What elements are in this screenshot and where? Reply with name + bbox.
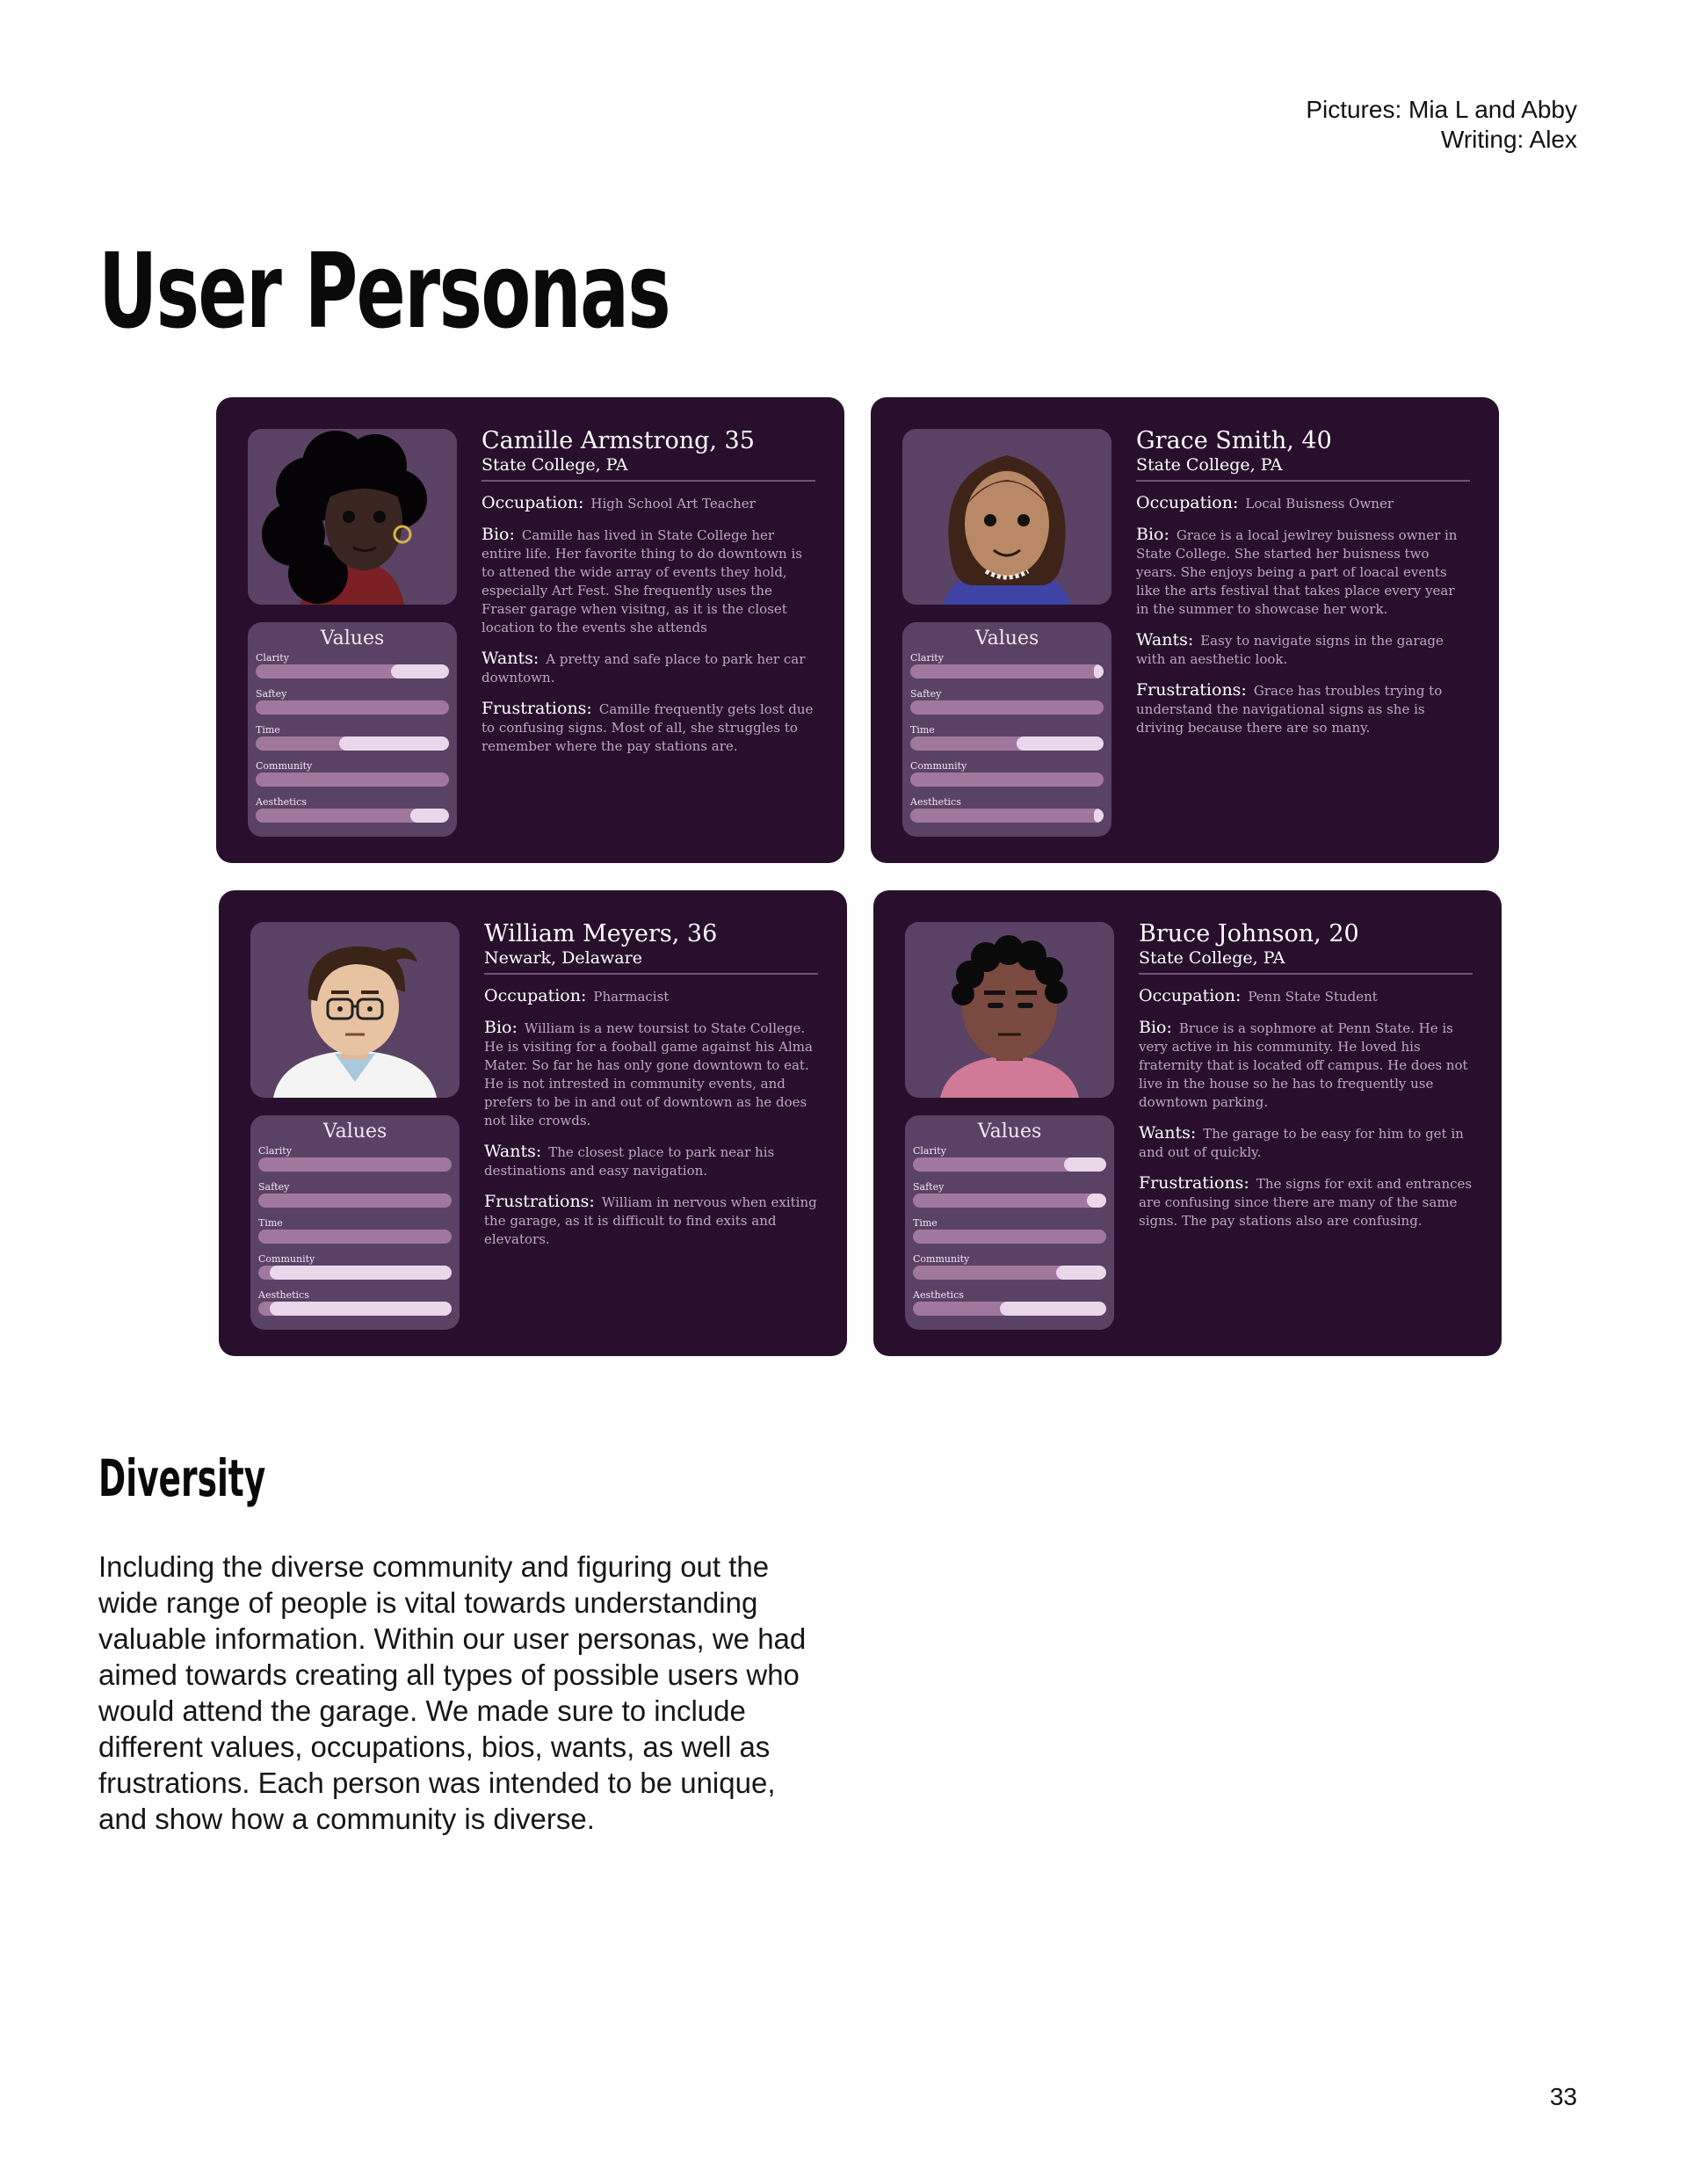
- pictures-credit: Pictures: Mia L and Abby: [1306, 96, 1577, 123]
- value-row: [913, 1289, 1106, 1316]
- value-bar: [258, 1230, 452, 1244]
- frustrations-label: Frustrations:: [481, 699, 592, 718]
- wants-text: A pretty and safe place to park her car downtown.: [481, 651, 806, 686]
- frustrations-field: [484, 1193, 818, 1249]
- value-bar-remaining: [270, 1302, 452, 1316]
- values-panel: [905, 1115, 1114, 1330]
- value-label: Clarity: [256, 652, 289, 664]
- persona-location: State College, PA: [1136, 455, 1470, 482]
- persona-location: State College, PA: [1139, 948, 1473, 975]
- wants-text: Easy to navigate signs in the garage with an aesthetic look.: [1136, 633, 1444, 667]
- value-row: [910, 724, 1104, 751]
- occupation-label: Occupation:: [484, 986, 587, 1005]
- credits: [1306, 95, 1577, 155]
- occupation-field: [1139, 987, 1473, 1006]
- value-bar: [910, 736, 1104, 751]
- bio-text: Camille has lived in State College her entire life. Her favorite thing to do downtown is to attened the wide array of events they hold, especially Art Fest. She frequently uses the Fraser garage when visitng, as it is the closet location to the events she attends: [481, 527, 802, 635]
- value-row: [256, 652, 449, 678]
- frustrations-field: [1139, 1174, 1473, 1230]
- value-row: [913, 1181, 1106, 1208]
- persona-card: [216, 397, 844, 863]
- occupation-field: [484, 987, 818, 1006]
- value-row: [913, 1145, 1106, 1172]
- frustrations-field: [481, 700, 815, 756]
- frustrations-label: Frustrations:: [1136, 680, 1247, 700]
- values-title: Values: [974, 628, 1039, 649]
- value-bar-remaining: [1017, 736, 1104, 751]
- bio-field: [1139, 1019, 1473, 1112]
- value-bar: [910, 700, 1104, 715]
- occupation-label: Occupation:: [1139, 986, 1242, 1005]
- values-title: Values: [977, 1121, 1042, 1143]
- value-bar-remaining: [1094, 809, 1104, 823]
- bio-text: Grace is a local jewlrey buisness owner in State College. She started her buisness two years. She enjoys being a part of loacal events like the arts festival that takes place every year in the summer to showcase her work.: [1136, 527, 1458, 617]
- value-label: Clarity: [913, 1145, 946, 1157]
- value-row: [910, 652, 1104, 678]
- persona-illustration: [905, 922, 1114, 1098]
- value-bar: [913, 1157, 1106, 1172]
- value-bar: [910, 809, 1104, 823]
- bio-label: Bio:: [484, 1018, 518, 1037]
- wants-label: Wants:: [1136, 630, 1194, 649]
- value-row: [913, 1253, 1106, 1280]
- value-bar: [913, 1302, 1106, 1316]
- value-bar-remaining: [1000, 1302, 1106, 1316]
- values-panel: [250, 1115, 460, 1330]
- value-bar-remaining: [1064, 1157, 1106, 1172]
- bio-label: Bio:: [1136, 525, 1169, 544]
- persona-details: [1136, 427, 1470, 750]
- occupation-label: Occupation:: [481, 493, 584, 512]
- value-row: [910, 796, 1104, 823]
- persona-location: State College, PA: [481, 455, 815, 482]
- bio-label: Bio:: [1139, 1018, 1172, 1037]
- diversity-heading: Diversity: [98, 1448, 266, 1508]
- value-bar: [258, 1194, 452, 1208]
- persona-details: [481, 427, 815, 768]
- persona-card: [873, 890, 1502, 1356]
- value-bar: [910, 773, 1104, 787]
- value-row: [910, 760, 1104, 787]
- value-label: Aesthetics: [256, 796, 307, 808]
- value-label: Saftey: [913, 1181, 945, 1193]
- value-row: [258, 1289, 452, 1316]
- value-row: [256, 724, 449, 751]
- wants-label: Wants:: [481, 649, 539, 668]
- value-row: [258, 1181, 452, 1208]
- value-label: Time: [913, 1217, 938, 1229]
- occupation-field: [1136, 494, 1470, 513]
- persona-name: Bruce Johnson, 20: [1139, 920, 1359, 947]
- value-label: Time: [256, 724, 280, 736]
- persona-name: Camille Armstrong, 35: [481, 427, 755, 454]
- value-bar: [913, 1194, 1106, 1208]
- value-bar-remaining: [391, 664, 449, 678]
- value-bar: [258, 1157, 452, 1172]
- value-label: Time: [258, 1217, 283, 1229]
- value-row: [256, 796, 449, 823]
- value-row: [913, 1217, 1106, 1244]
- frustrations-text: Grace has troubles trying to understand the navigational signs as she is driving because there are so many.: [1136, 683, 1443, 736]
- bio-text: William is a new toursist to State College. He is visiting for a fooball game against his Alma Mater. So far he has only gone downtown to eat. He is not intrested in community events, and prefers to be in and out of downtown as he does not like crowds.: [484, 1020, 813, 1128]
- avatar: [250, 922, 460, 1098]
- value-bar-remaining: [339, 736, 449, 751]
- wants-field: [1136, 631, 1470, 669]
- avatar: [902, 429, 1111, 605]
- values-panel: [902, 622, 1111, 837]
- frustrations-text: The signs for exit and entrances are confusing since there are many of the same signs. The pay stations also are confusing.: [1139, 1176, 1473, 1229]
- value-label: Aesthetics: [258, 1289, 309, 1301]
- value-bar: [256, 700, 449, 715]
- frustrations-label: Frustrations:: [1139, 1173, 1249, 1193]
- value-row: [256, 760, 449, 787]
- value-label: Saftey: [258, 1181, 290, 1193]
- values-title: Values: [320, 628, 385, 649]
- occupation-text: Local Buisness Owner: [1245, 496, 1394, 512]
- value-row: [910, 688, 1104, 715]
- value-label: Community: [913, 1253, 970, 1265]
- bio-field: [1136, 526, 1470, 619]
- persona-name: William Meyers, 36: [484, 920, 718, 947]
- value-label: Community: [258, 1253, 315, 1265]
- value-row: [258, 1253, 452, 1280]
- value-bar: [913, 1230, 1106, 1244]
- value-row: [258, 1145, 452, 1172]
- page-title: User Personas: [98, 230, 670, 352]
- value-bar: [913, 1266, 1106, 1280]
- value-label: Clarity: [258, 1145, 292, 1157]
- values-title: Values: [322, 1121, 387, 1143]
- bio-text: Bruce is a sophmore at Penn State. He is very active in his community. He loved his fraternity that is located off campus. He does not live in the house so he has to frequently use downtown parking.: [1139, 1020, 1468, 1110]
- page-number: 33: [1549, 2083, 1577, 2110]
- occupation-field: [481, 494, 815, 513]
- diversity-body: Including the diverse community and figuring out the wide range of people is vital towards understanding valuable information. Within our user personas, we had aimed towards creating all types of possible users who would attend the garage. We made sure to include different values, occupations, bios, wants, as well as frustrations. Each person was intended to be unique, and show how a community is diverse.: [98, 1550, 807, 1835]
- persona-illustration: [248, 429, 457, 605]
- value-bar: [258, 1302, 452, 1316]
- persona-details: [1139, 920, 1473, 1243]
- value-label: Aesthetics: [910, 796, 961, 808]
- value-bar: [258, 1266, 452, 1280]
- value-bar-remaining: [1087, 1194, 1106, 1208]
- occupation-text: Pharmacist: [593, 989, 670, 1005]
- persona-illustration: [250, 922, 460, 1098]
- frustrations-text: William in nervous when exiting the garage, as it is difficult to find exits and elevators.: [484, 1194, 817, 1247]
- value-bar: [256, 809, 449, 823]
- wants-text: The garage to be easy for him to get in and out of quickly.: [1139, 1126, 1464, 1160]
- values-panel: [248, 622, 457, 837]
- wants-field: [484, 1143, 818, 1180]
- occupation-text: High School Art Teacher: [590, 496, 756, 512]
- value-row: [258, 1217, 452, 1244]
- writing-credit: Writing: Alex: [1440, 126, 1577, 153]
- wants-field: [481, 649, 815, 687]
- occupation-text: Penn State Student: [1248, 989, 1378, 1005]
- value-label: Community: [256, 760, 313, 772]
- value-bar-remaining: [1094, 664, 1104, 678]
- value-bar-remaining: [1056, 1266, 1106, 1280]
- persona-card: [871, 397, 1499, 863]
- value-bar: [910, 664, 1104, 678]
- persona-details: [484, 920, 818, 1261]
- persona-card: [219, 890, 847, 1356]
- value-bar-remaining: [270, 1266, 452, 1280]
- occupation-label: Occupation:: [1136, 493, 1239, 512]
- value-bar-remaining: [410, 809, 449, 823]
- persona-illustration: [902, 429, 1111, 605]
- value-label: Saftey: [910, 688, 942, 700]
- wants-text: The closest place to park near his destinations and easy navigation.: [484, 1144, 775, 1179]
- frustrations-label: Frustrations:: [484, 1192, 595, 1211]
- bio-field: [481, 526, 815, 637]
- frustrations-text: Camille frequently gets lost due to confusing signs. Most of all, she struggles to remember where the pay stations are.: [481, 701, 814, 754]
- bio-field: [484, 1019, 818, 1130]
- avatar: [248, 429, 457, 605]
- value-row: [256, 688, 449, 715]
- value-label: Clarity: [910, 652, 944, 664]
- value-label: Aesthetics: [913, 1289, 964, 1301]
- persona-location: Newark, Delaware: [484, 948, 818, 975]
- value-label: Community: [910, 760, 967, 772]
- value-bar: [256, 736, 449, 751]
- value-bar: [256, 773, 449, 787]
- wants-label: Wants:: [1139, 1123, 1197, 1143]
- value-label: Saftey: [256, 688, 287, 700]
- wants-label: Wants:: [484, 1142, 542, 1161]
- bio-label: Bio:: [481, 525, 515, 544]
- frustrations-field: [1136, 681, 1470, 737]
- wants-field: [1139, 1124, 1473, 1162]
- value-bar: [256, 664, 449, 678]
- avatar: [905, 922, 1114, 1098]
- value-label: Time: [910, 724, 935, 736]
- persona-name: Grace Smith, 40: [1136, 427, 1332, 454]
